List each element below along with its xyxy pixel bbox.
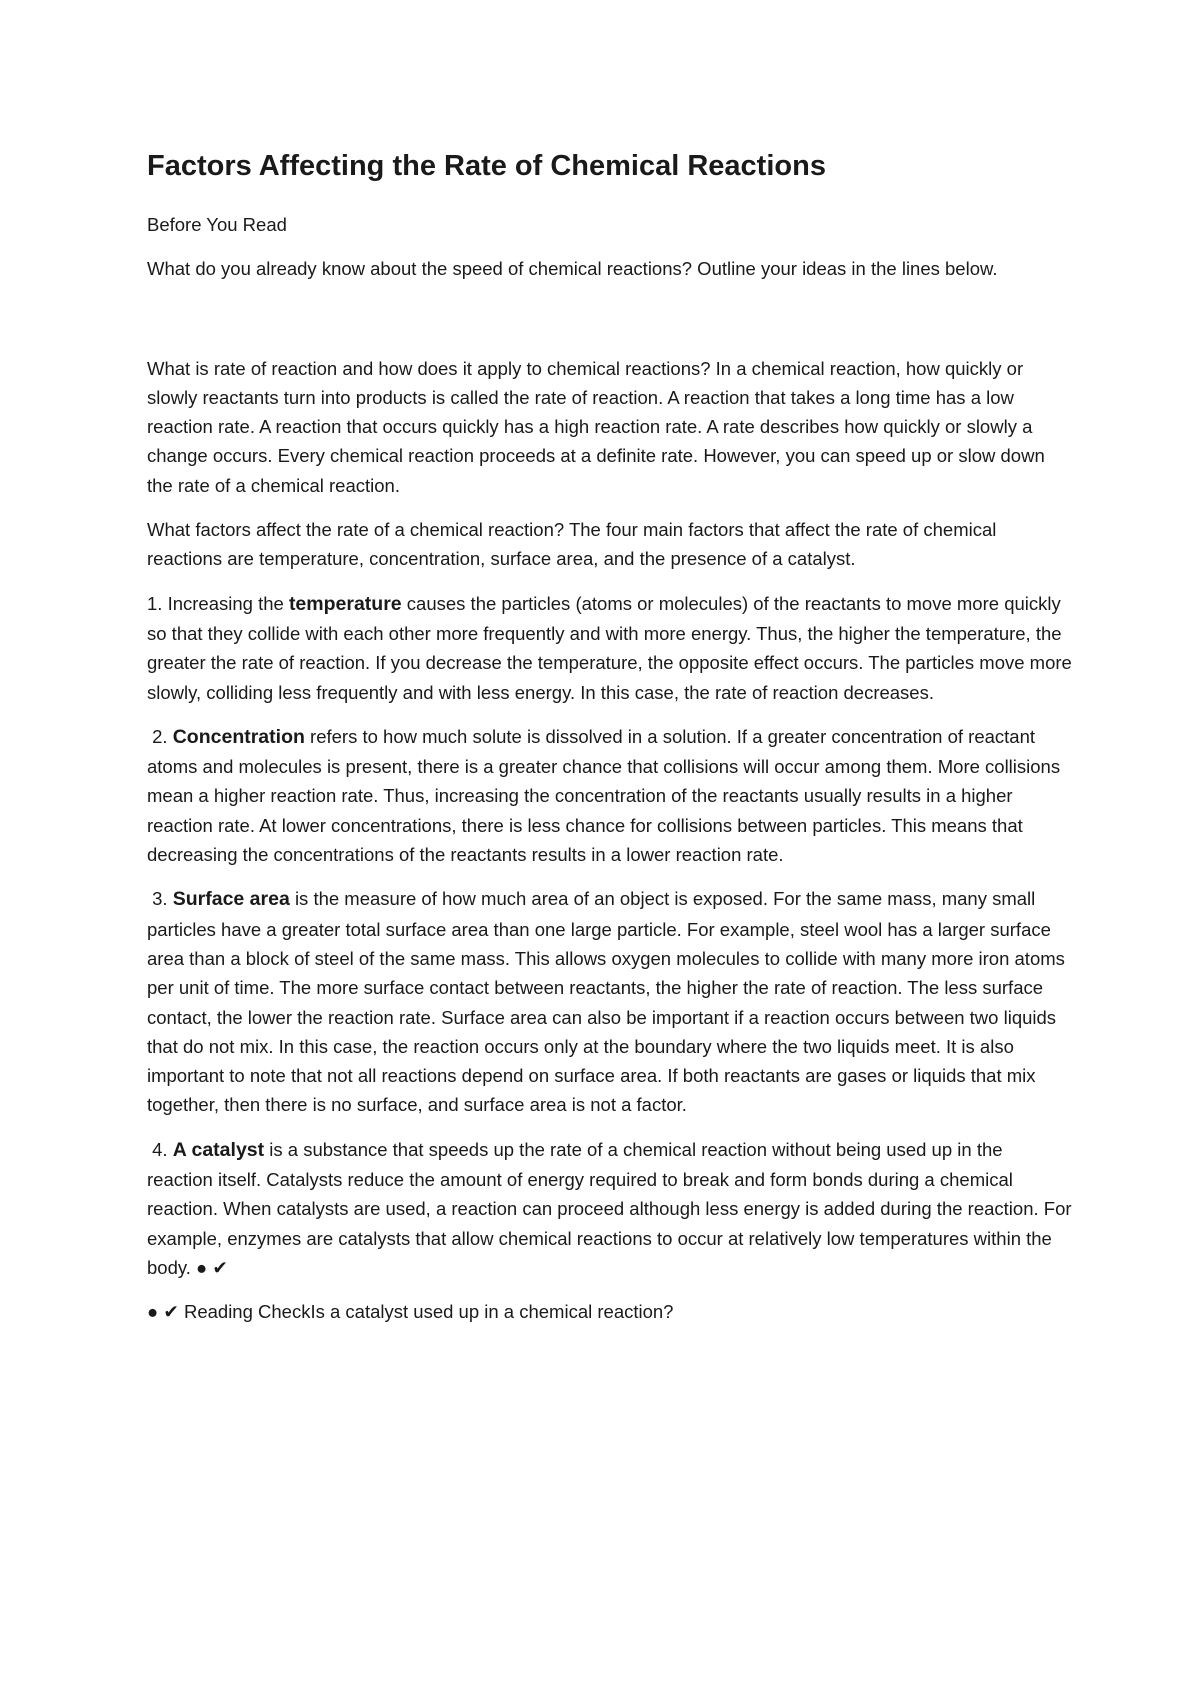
factor-catalyst (147, 1135, 1072, 1282)
prompt-question: What do you already know about the speed of chemical reactions? Outline your ideas in the lines below. (147, 258, 998, 280)
factor-number: 4. (152, 1138, 168, 1160)
rate-intro-paragraph: What is rate of reaction and how does it apply to chemical reactions? In a chemical reaction, how quickly or slowly reactants turn into products is called the rate of reaction. A reaction that takes a long time has a low reaction rate. A reaction that occurs quickly has a high reaction rate. A rate describes how quickly or slowly a change occurs. Every chemical reaction proceeds at a definite rate. However, you can speed up or slow down the rate of a chemical reaction. (147, 357, 1045, 496)
factors-intro-paragraph: What factors affect the rate of a chemical reaction? The four main factors that affect the rate of chemical reactions are temperature, concentration, surface area, and the presence of a catalyst. (147, 519, 997, 570)
reading-check-label: Reading Check (183, 1301, 311, 1323)
before-you-read-heading: Before You Read (147, 214, 287, 235)
factor-text: refers to how much solute is dissolved in a solution. If a greater concentration of reactant atoms and molecules is present, there is a greater chance that collisions will occur among them. More collisions mean a higher reaction rate. Thus, increasing the concentration of the reactants usually results in a higher reaction rate. At lower concentrations, there is less chance for collisions between particles. This means that decreasing the concentrations of the reactants results in a lower reaction rate. (147, 725, 1061, 866)
reading-check-question: Is a catalyst used up in a chemical reaction? (310, 1301, 674, 1323)
factor-term: Surface area (172, 888, 290, 911)
factor-lead: Increasing the (167, 592, 284, 614)
factor-text: causes the particles (atoms or molecules) of the reactants to move more quickly so that they collide with each other more frequently and with more energy. Thus, the higher the temperature, the greater the rate of reaction. If you decrease the temperature, the opposite effect occurs. The particles move more slowly, colliding less frequently and with less energy. In this case, the rate of reaction decreases. (147, 592, 1072, 703)
factor-number: 2. (152, 725, 168, 747)
page-title: Factors Affecting the Rate of Chemical Reactions (147, 150, 826, 182)
factor-text: is the measure of how much area of an object is exposed. For the same mass, many small particles have a greater total surface area than one large particle. For example, steel wool has a larger surface area than a block of steel of the same mass. This allows oxygen molecules to collide with many more iron atoms per unit of time. The more surface contact between reactants, the higher the rate of reaction. The less surface contact, the lower the reaction rate. Surface area can also be important if a reaction occurs between two liquids that do not mix. In this case, the reaction occurs only at the boundary where the two liquids meet. It is also important to note that not all reactions depend on surface area. If both reactants are gases or liquids that mix together, then there is no surface, and surface area is not a factor. (147, 888, 1065, 1116)
bullet-check-icon: ● ✔ (196, 1256, 228, 1278)
factor-temperature (147, 589, 1072, 707)
factor-term: A catalyst (172, 1138, 265, 1161)
reading-check (147, 1297, 1072, 1326)
factor-term: temperature (288, 592, 402, 615)
factor-term: Concentration (172, 725, 305, 748)
factor-number: 1. (147, 592, 163, 614)
bullet-check-icon: ● ✔ (147, 1301, 179, 1323)
factor-concentration (147, 722, 1072, 869)
factor-surface-area (147, 884, 1072, 1119)
factor-text: is a substance that speeds up the rate of a chemical reaction without being used up in the reaction itself. Catalysts reduce the amount of energy required to break and form bonds during a chemical reaction. When catalysts are used, a reaction can proceed although less energy is added during the reaction. For example, enzymes are catalysts that allow chemical reactions to occur at relatively low temperatures within the body. (147, 1138, 1072, 1278)
factor-number: 3. (152, 888, 168, 910)
document-body (147, 146, 1072, 1342)
